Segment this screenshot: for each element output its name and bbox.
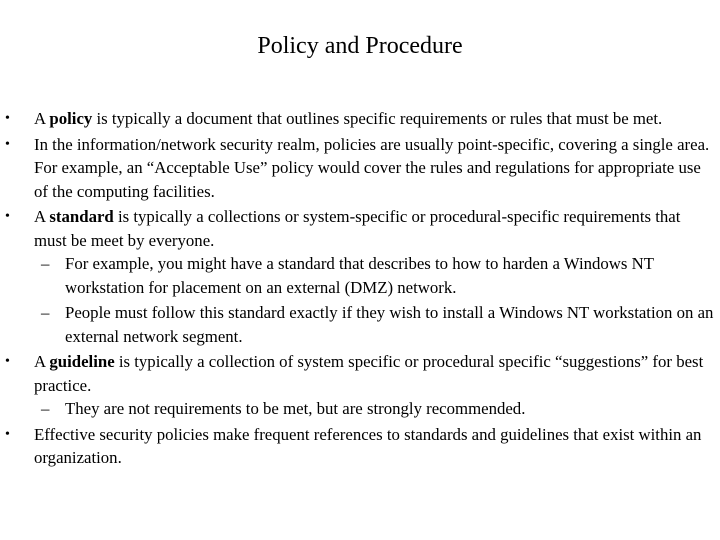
bullet-text [34,205,720,252]
bullet-marker: • [5,209,10,224]
bullet-text [34,423,720,470]
sub-bullet-list [34,252,720,348]
bullet-rest: Effective security policies make frequent references to standards and guidelines that exist within an organization. [34,424,702,467]
bullet-item [0,423,720,470]
bullet-marker: • [5,136,10,152]
sub-bullet-list [34,397,720,421]
sub-bullet-marker: – [41,399,50,418]
sub-bullet-item [34,252,720,299]
bullet-lead: A [34,207,50,226]
bullet-term: policy [49,109,93,128]
sub-bullet-item [34,301,720,348]
sub-bullet-text: They are not requirements to be met, but are strongly recommended. [65,399,526,418]
bullet-rest: In the information/network security realm, policies are usually point-specific, covering a single area. For example, an “Acceptable Use” policy would cover the rules and regulations for appropriate use of the computing facilities. [34,134,710,201]
bullet-rest: is typically a collections or system-specific or procedural-specific requirements that must be meet by everyone. [34,207,681,250]
bullet-marker: • [5,426,10,442]
bullet-item [0,350,720,421]
bullet-marker: • [5,354,10,369]
sub-bullet-item [34,397,720,421]
sub-bullet-text: People must follow this standard exactly if they wish to install a Windows NT workstation on an external network segment. [65,303,714,346]
bullet-marker: • [5,111,10,126]
bullet-term: guideline [49,352,115,371]
bullet-text [34,350,720,397]
bullet-rest: is typically a collection of system specific or procedural specific “suggestions” for best practice. [34,352,704,395]
bullet-lead: A [34,352,50,371]
bullet-lead: A [34,109,50,128]
bullet-item [0,107,720,131]
bullet-item [0,205,720,348]
bullet-item [0,133,720,204]
sub-bullet-text: For example, you might have a standard that describes to how to harden a Windows NT workstation for placement on an external (DMZ) network. [65,254,654,297]
sub-bullet-marker: – [41,254,50,273]
bullet-list [0,107,720,472]
bullet-text [34,107,720,131]
bullet-term: standard [49,207,114,226]
sub-bullet-marker: – [41,303,50,322]
page-title: Policy and Procedure [257,33,463,59]
bullet-text [34,133,720,204]
bullet-rest: is typically a document that outlines specific requirements or rules that must be met. [92,109,663,128]
